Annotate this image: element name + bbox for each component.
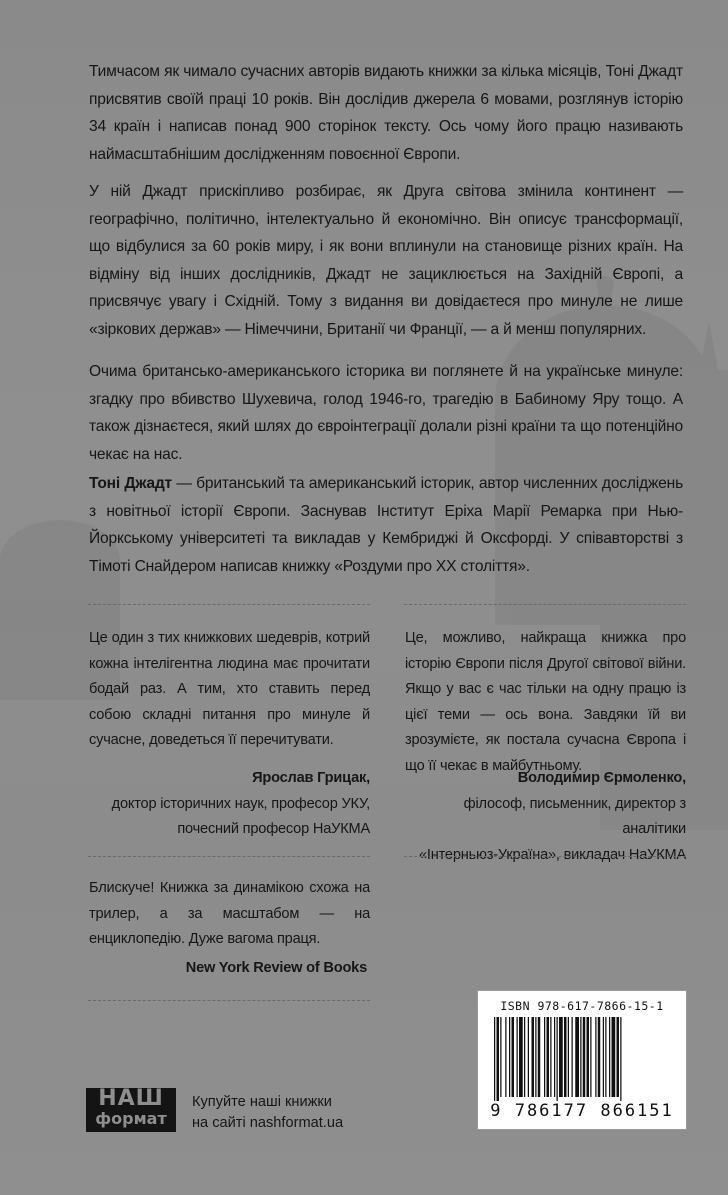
barcode-bar	[509, 1017, 510, 1097]
reviewer-role: почесний професор НаУКМА	[177, 821, 370, 837]
barcode-bar	[559, 1017, 563, 1097]
divider	[88, 604, 370, 605]
barcode-bars	[492, 1017, 672, 1101]
divider	[88, 856, 370, 857]
reviewer-role: доктор історичних наук, професор УКУ,	[111, 795, 370, 812]
barcode-bar	[500, 1017, 501, 1097]
ukraine-paragraph: Очима британсько-американського історика ви поглянете й на українське минуле: згадку про вбивство Шухевича, голод 1946-го, трагедію в Бабиному Яру тощо. А також дізнаєтеся, який шлях до євроінтеграції долали різні країни та що потенційно чекає на нас.	[89, 363, 683, 463]
barcode-bar	[554, 1017, 555, 1097]
author-bio-paragraph	[89, 470, 683, 580]
barcode-bar	[590, 1017, 591, 1097]
barcode-bar	[575, 1017, 579, 1097]
barcode-bar	[598, 1017, 601, 1097]
barcode-bar	[512, 1017, 515, 1097]
author-name: Тоні Джадт	[89, 475, 172, 492]
barcode-bar	[547, 1017, 550, 1097]
barcode-bar	[535, 1017, 536, 1097]
publisher-logo	[86, 1088, 176, 1132]
author-bio-text: — британський та американський історик, автор численних досліджень з новітньої історії Європи. Заснував Інститут Еріха Марії Ремарка при Нью-Йоркському університеті та викладав у Кембриджі й Оксфорді. У співавторстві з Тімоті Снайдером написав книжку «Роздуми про XX століття».	[89, 475, 683, 575]
logo-text-top: НАШ	[98, 1086, 164, 1111]
barcode-bar	[524, 1017, 525, 1097]
barcode-bar	[550, 1017, 551, 1097]
barcode-bar	[517, 1017, 518, 1097]
reviewer-role: філософ, письменник, директор з аналітики	[463, 795, 686, 837]
barcode-digits: 9 786177 866151	[490, 1101, 674, 1121]
buy-link[interactable]: на сайті nashformat.ua	[192, 1115, 344, 1131]
barcode-bar	[617, 1017, 620, 1097]
review-attribution	[89, 956, 367, 982]
barcode-bar	[544, 1017, 545, 1097]
review-quote-text: Блискуче! Книжка за динамікою схожа на трилер, а за масштабом — на енциклопедію. Дуже вагома праця.	[89, 880, 370, 947]
barcode-bar	[564, 1017, 567, 1097]
barcode-bar	[583, 1017, 586, 1097]
barcode-bar	[568, 1017, 569, 1097]
barcode-bar	[497, 1017, 500, 1101]
divider	[88, 1000, 370, 1001]
buy-notice	[192, 1092, 343, 1134]
isbn-label: ISBN 978-617-7866-15-1	[500, 999, 664, 1013]
divider	[404, 856, 686, 857]
barcode-bar	[572, 1017, 573, 1097]
content-paragraph: У ній Джадт прискіпливо розбирає, як Друга світова змінила континент — географічно, політично, інтелектуально й економічно. Він описує трансформації, що відбулися за 60 років миру, і як вони вплинули на становище різних країн. На відміну від інших дослідників, Джадт не зациклюється на Західній Європі, а присвячує увагу і Східній. Тому з видання ви довідаєтеся про минуле не лише «зіркових держав» — Німеччини, Британії чи Франції, — а й менш популярних.	[89, 183, 683, 338]
barcode-bar	[612, 1017, 616, 1097]
barcode-bar	[519, 1017, 523, 1097]
isbn-barcode	[477, 990, 687, 1130]
barcode-bar	[595, 1017, 596, 1097]
barcode-bar	[494, 1017, 495, 1101]
logo-text-bottom: формат	[95, 1109, 167, 1128]
review-attribution	[405, 766, 686, 868]
barcode-bar	[532, 1017, 535, 1097]
barcode-bar	[528, 1017, 529, 1097]
review-quote-text: Це, можливо, найкраща книжка про історію Європи після Другої світової війни. Якщо у вас є час тільки на одну працю із цієї теми — ось вона. Завдяки їй ви зрозумієте, як постала сучасна Європа і що її чекає в майбутньому.	[405, 630, 686, 774]
barcode-bar	[505, 1017, 506, 1097]
barcode-bar	[605, 1017, 606, 1097]
barcode-bar	[538, 1017, 541, 1097]
divider	[404, 604, 686, 605]
reviewer-name: New York Review of Books	[185, 960, 367, 976]
review-attribution	[89, 766, 370, 843]
review-quote-text: Це один з тих книжкових шедеврів, котрий кожна інтелігентна людина має прочитати бодай раз. А тим, хто ставить перед собою складні питання про минуле й сучасне, доведеться її перечитувати.	[89, 630, 370, 748]
barcode-bar	[603, 1017, 604, 1097]
buy-line: Купуйте наші книжки	[192, 1094, 332, 1110]
barcode-bar	[620, 1017, 621, 1101]
barcode-bar	[587, 1017, 590, 1097]
barcode-bar	[580, 1017, 581, 1097]
barcode-bar	[609, 1017, 610, 1097]
reviewer-role: «Інтерньюз-Україна», викладач НаУКМА	[418, 846, 686, 863]
barcode-bar	[557, 1017, 558, 1101]
reviewer-name: Ярослав Грицак,	[252, 770, 370, 786]
reviewer-name: Володимир Єрмоленко,	[517, 770, 686, 786]
intro-paragraph: Тимчасом як чимало сучасних авторів видають книжки за кілька місяців, Тоні Джадт присвятив своїй праці 10 років. Він дослідив джерела 6 мовами, розглянув історію 34 країн і написав понад 900 сторінок тексту. Ось чому його працю називають наймасштабнішим дослідженням повоєнної Європи.	[89, 63, 683, 163]
